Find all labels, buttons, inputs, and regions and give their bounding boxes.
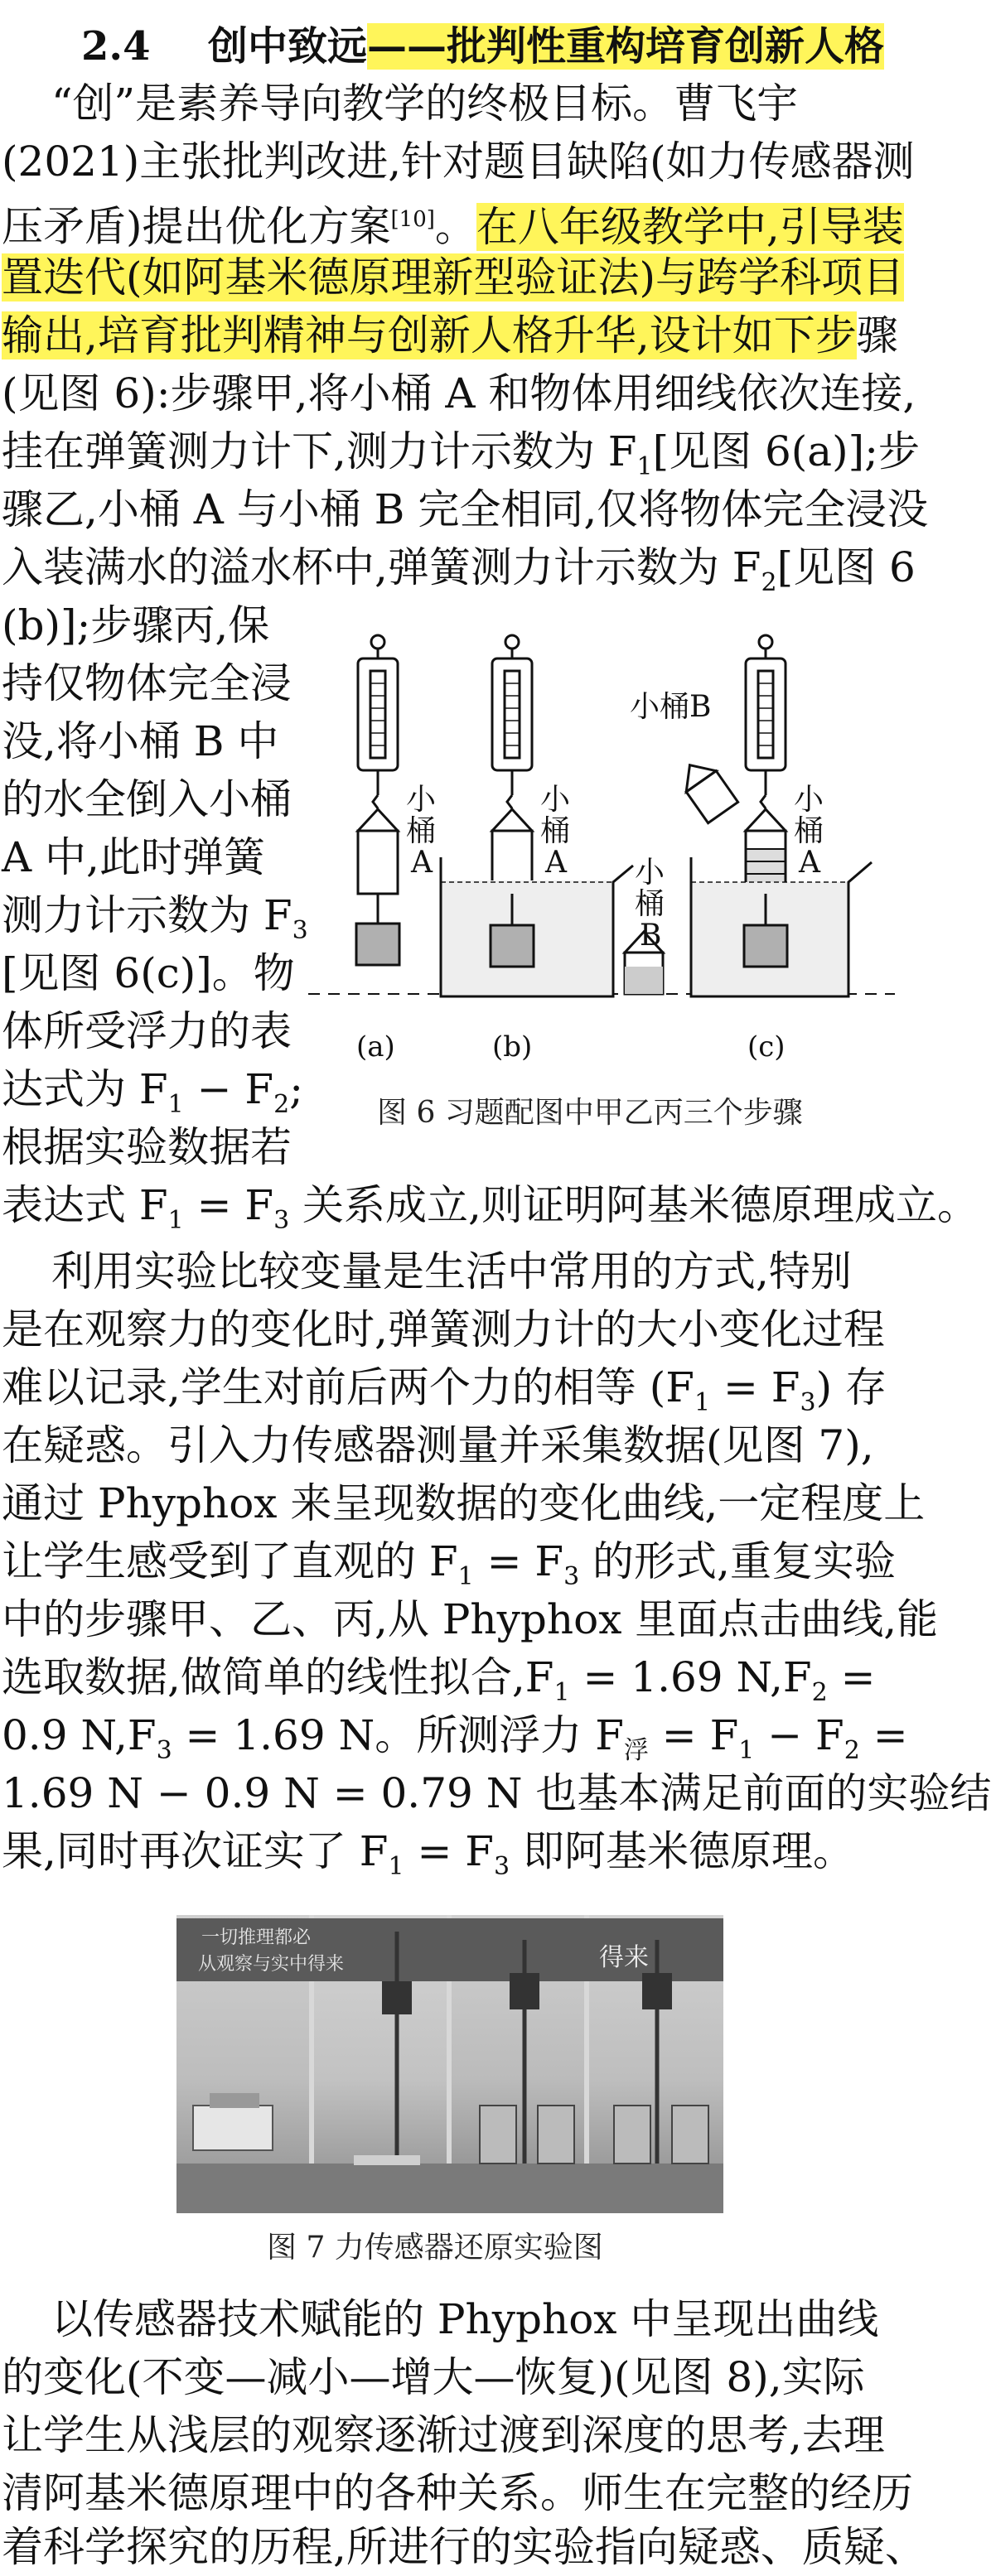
- para1-line18: 达式为 $F_1 - F_2$;: [2, 1065, 304, 1119]
- para1-line7: 挂在弹簧测力计下,测力计示数为 $F_1$[见图 6(a)];步: [2, 427, 920, 481]
- para1-line1: “创”是素养导向教学的终极目标。曹飞宇: [51, 80, 799, 128]
- para1-line20: 表达式 $F_1 = F_3$ 关系成立,则证明阿基米德原理成立。: [2, 1181, 979, 1235]
- para1-line13: 的水全倒入小桶: [2, 775, 292, 823]
- para1-line11: 持仅物体完全浸: [2, 659, 292, 707]
- bucket-a-label-b2: 桶: [540, 814, 571, 848]
- label-a: (a): [356, 1030, 395, 1064]
- object-block-c: [744, 925, 787, 967]
- para1-line8: 骤乙,小桶 A 与小桶 B 完全相同,仅将物体完全浸没: [2, 485, 929, 533]
- para1-line14: A 中,此时弹簧: [2, 833, 265, 881]
- section-number: 2.4: [81, 23, 151, 70]
- section-title-b: 批判性重构培育创新人格: [446, 23, 884, 70]
- bucket-a-label-c2: 桶: [794, 814, 824, 848]
- figure-6-diagram: [308, 625, 895, 1089]
- object-block-b: [491, 925, 534, 967]
- para1-line19: 根据实验数据若: [2, 1123, 292, 1171]
- figure-7-caption: 图 7 力传感器还原实验图: [267, 2231, 603, 2265]
- bucket-a-label-a1: 小: [406, 783, 437, 817]
- figure-6: [308, 625, 895, 1089]
- section-title-dash: ——: [366, 23, 447, 70]
- para2-line6: 让学生感受到了直观的 $F_1 = F_3$ 的形式,重复实验: [2, 1537, 896, 1591]
- para2-line7: 中的步骤甲、乙、丙,从 Phyphox 里面点击曲线,能: [2, 1595, 939, 1643]
- para1-line5: 输出,培育批判精神与创新人格升华,设计如下步骤: [2, 311, 898, 359]
- banner-text-3: 得来: [599, 1943, 649, 1972]
- photo-apparatus: [176, 1915, 723, 2213]
- para2-line5: 通过 Phyphox 来呈现数据的变化曲线,一定程度上: [2, 1479, 926, 1527]
- banner-text-2: 从观察与实中得来: [198, 1954, 345, 1975]
- figure-7-photo: [176, 1915, 723, 2213]
- bucket-b-top-label: 小桶B: [630, 690, 712, 724]
- bucket-b-label-3: B: [640, 919, 662, 953]
- para3-line1: 以传感器技术赋能的 Phyphox 中呈现出曲线: [51, 2295, 879, 2343]
- bucket-a-label-a2: 桶: [406, 814, 437, 848]
- para1-line9: 入装满水的溢水杯中,弹簧测力计示数为 $F_2$[见图 6: [2, 543, 916, 597]
- label-b: (b): [492, 1030, 533, 1064]
- para2-line8: 选取数据,做简单的线性拟合$,F_1 = 1.69$ $N,F_2$ =: [2, 1653, 876, 1707]
- para3-line3: 让学生从浅层的观察逐渐过渡到深度的思考,去理: [2, 2411, 885, 2459]
- para3-line2: 的变化(不变—减小—增大—恢复)(见图 8),实际: [2, 2353, 865, 2401]
- para2-line9: 0.9 $N,F_3 = 1.69$ N。所测浮力 $F_浮 = F_1 - F_2$ =: [2, 1711, 908, 1765]
- para1-line17: 体所受浮力的表: [2, 1007, 292, 1055]
- label-c: (c): [747, 1030, 786, 1064]
- para1-line3: 压矛盾)提出优化方案[10]。在八年级教学中,引导装: [2, 202, 904, 251]
- para1-line4: [2, 248, 905, 306]
- para1-line2: (2021)主张批判改进,针对题目缺陷(如力传感器测: [2, 137, 915, 186]
- para2-line4: 在疑惑。引入力传感器测量并采集数据(见图 7),: [2, 1421, 874, 1469]
- bucket-a-label-a3: A: [411, 846, 433, 880]
- bucket-a-label-b1: 小: [540, 783, 571, 817]
- citation-ref[interactable]: [10]: [390, 207, 435, 232]
- para3-line5: 着科学探究的历程,所进行的实验指向疑惑、质疑、: [2, 2523, 926, 2571]
- para3-line4: 清阿基米德原理中的各种关系。师生在完整的经历: [2, 2469, 913, 2517]
- para1-line16: [见图 6(c)]。物: [2, 949, 295, 997]
- bucket-a-label-c1: 小: [794, 783, 824, 817]
- para1-line15: 测力计示数为 $F_3$: [2, 891, 308, 945]
- figure-6-caption: 图 6 习题配图中甲乙丙三个步骤: [377, 1096, 803, 1130]
- highlight-3: 输出,培育批判精神与创新人格升华,设计如下步: [2, 311, 857, 359]
- object-block-a: [356, 924, 399, 965]
- highlight-1: 在八年级教学中,引导装: [476, 202, 904, 251]
- para2-line1: 利用实验比较变量是生活中常用的方式,特别: [51, 1247, 852, 1295]
- para1-line10: (b)];步骤丙,保: [2, 601, 270, 649]
- para2-line2: 是在观察力的变化时,弹簧测力计的大小变化过程: [2, 1305, 885, 1353]
- bucket-a-label-c3: A: [799, 846, 820, 880]
- para1-line12: 没,将小桶 B 中: [2, 717, 279, 765]
- para2-line11: 果,同时再次证实了 $F_1 = F_3$ 即阿基米德原理。: [2, 1827, 854, 1881]
- section-title-a: 创中致远: [207, 23, 367, 70]
- bucket-b-label-2: 桶: [635, 887, 665, 921]
- para2-line3: 难以记录,学生对前后两个力的相等 $(F_1 = F_3)$ 存: [2, 1363, 887, 1417]
- bucket-a-label-b3: A: [545, 846, 567, 880]
- section-heading: [81, 20, 884, 73]
- spring-balance-a: [356, 635, 399, 965]
- para1-line6: (见图 6):步骤甲,将小桶 A 和物体用细线依次连接,: [2, 369, 916, 417]
- highlight-2: 置迭代(如阿基米德原理新型验证法)与跨学科项目: [2, 253, 905, 301]
- banner-text-1: 一切推理都必: [201, 1927, 312, 1948]
- bucket-b-label-1: 小: [635, 856, 665, 890]
- para2-line10: 1.69 N − 0.9 N = 0.79 N 也基本满足前面的实验结: [2, 1769, 991, 1817]
